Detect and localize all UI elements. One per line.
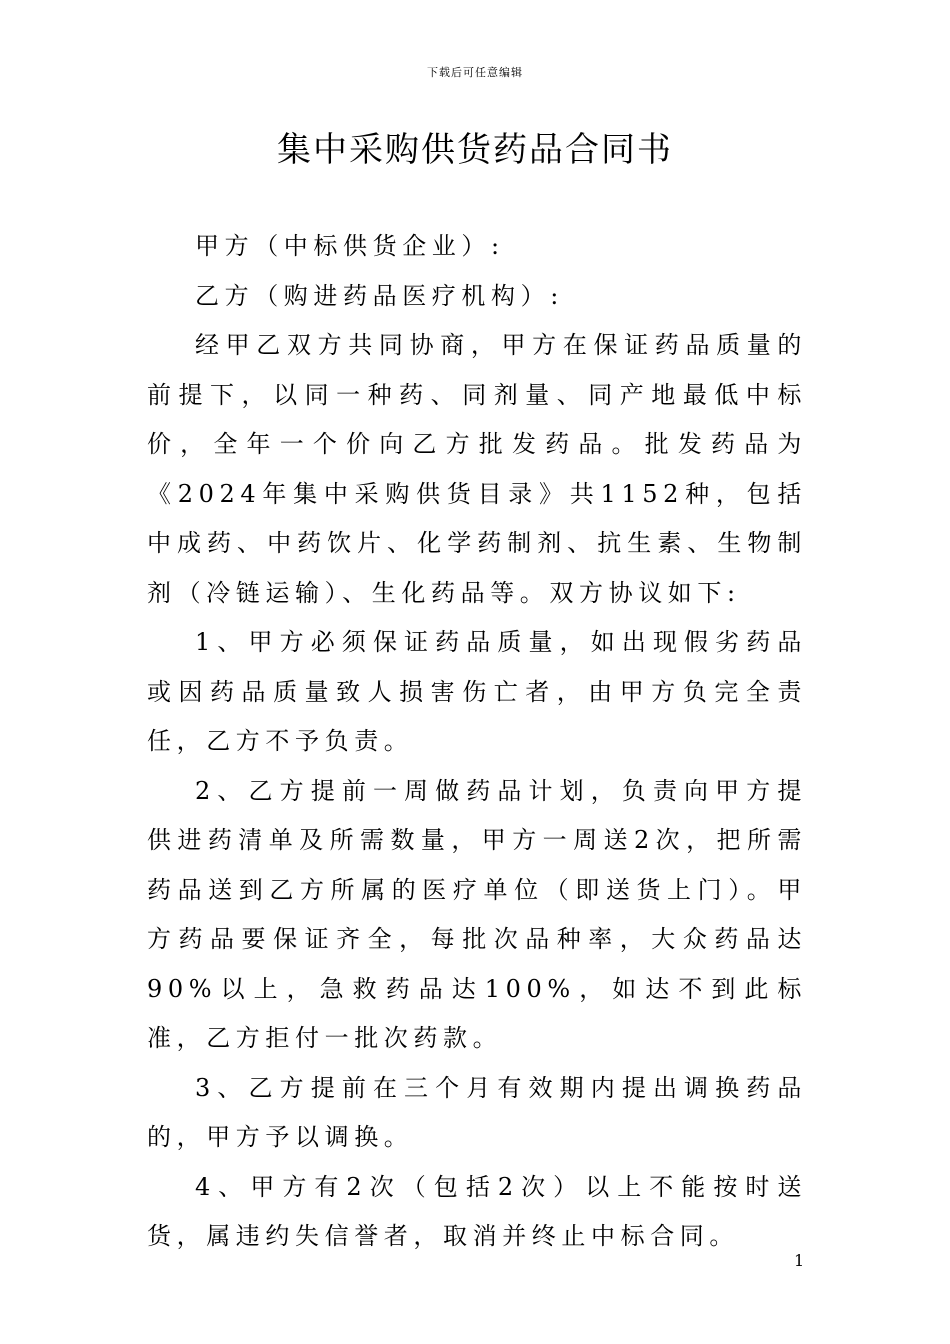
clause-1: 1、甲方必须保证药品质量，如出现假劣药品或因药品质量致人损害伤亡者，由甲方负完全责任，乙方不予负责。 xyxy=(147,628,807,755)
clause-4: 4、甲方有2次（包括2次）以上不能按时送货，属违约失信誉者，取消并终止中标合同。 xyxy=(147,1172,807,1250)
clause-2: 2、乙方提前一周做药品计划，负责向甲方提供进药清单及所需数量，甲方一周送2次，把所需药品送到乙方所属的医疗单位（即送货上门）。甲方药品要保证齐全，每批次品种率，大众药品达90%以上，急救药品达100%，如达不到此标准，乙方拒付一批次药款。 xyxy=(147,776,807,1052)
contract-body xyxy=(147,222,807,1262)
intro-paragraph: 经甲乙双方共同协商，甲方在保证药品质量的前提下，以同一种药、同剂量、同产地最低中标价，全年一个价向乙方批发药品。批发药品为《2024年集中采购供货目录》共1152种，包括中成药、中药饮片、化学药制剂、抗生素、生物制剂（冷链运输）、生化药品等。双方协议如下: xyxy=(147,331,807,607)
header-note: 下载后可任意编辑 xyxy=(427,66,523,79)
clause-3: 3、乙方提前在三个月有效期内提出调换药品的，甲方予以调换。 xyxy=(147,1073,807,1151)
party-b-line: 乙方（购进药品医疗机构）: xyxy=(195,281,564,310)
document-title: 集中采购供货药品合同书 xyxy=(277,130,673,170)
party-a-line: 甲方（中标供货企业）: xyxy=(195,232,505,260)
page-number: 1 xyxy=(794,1251,805,1270)
